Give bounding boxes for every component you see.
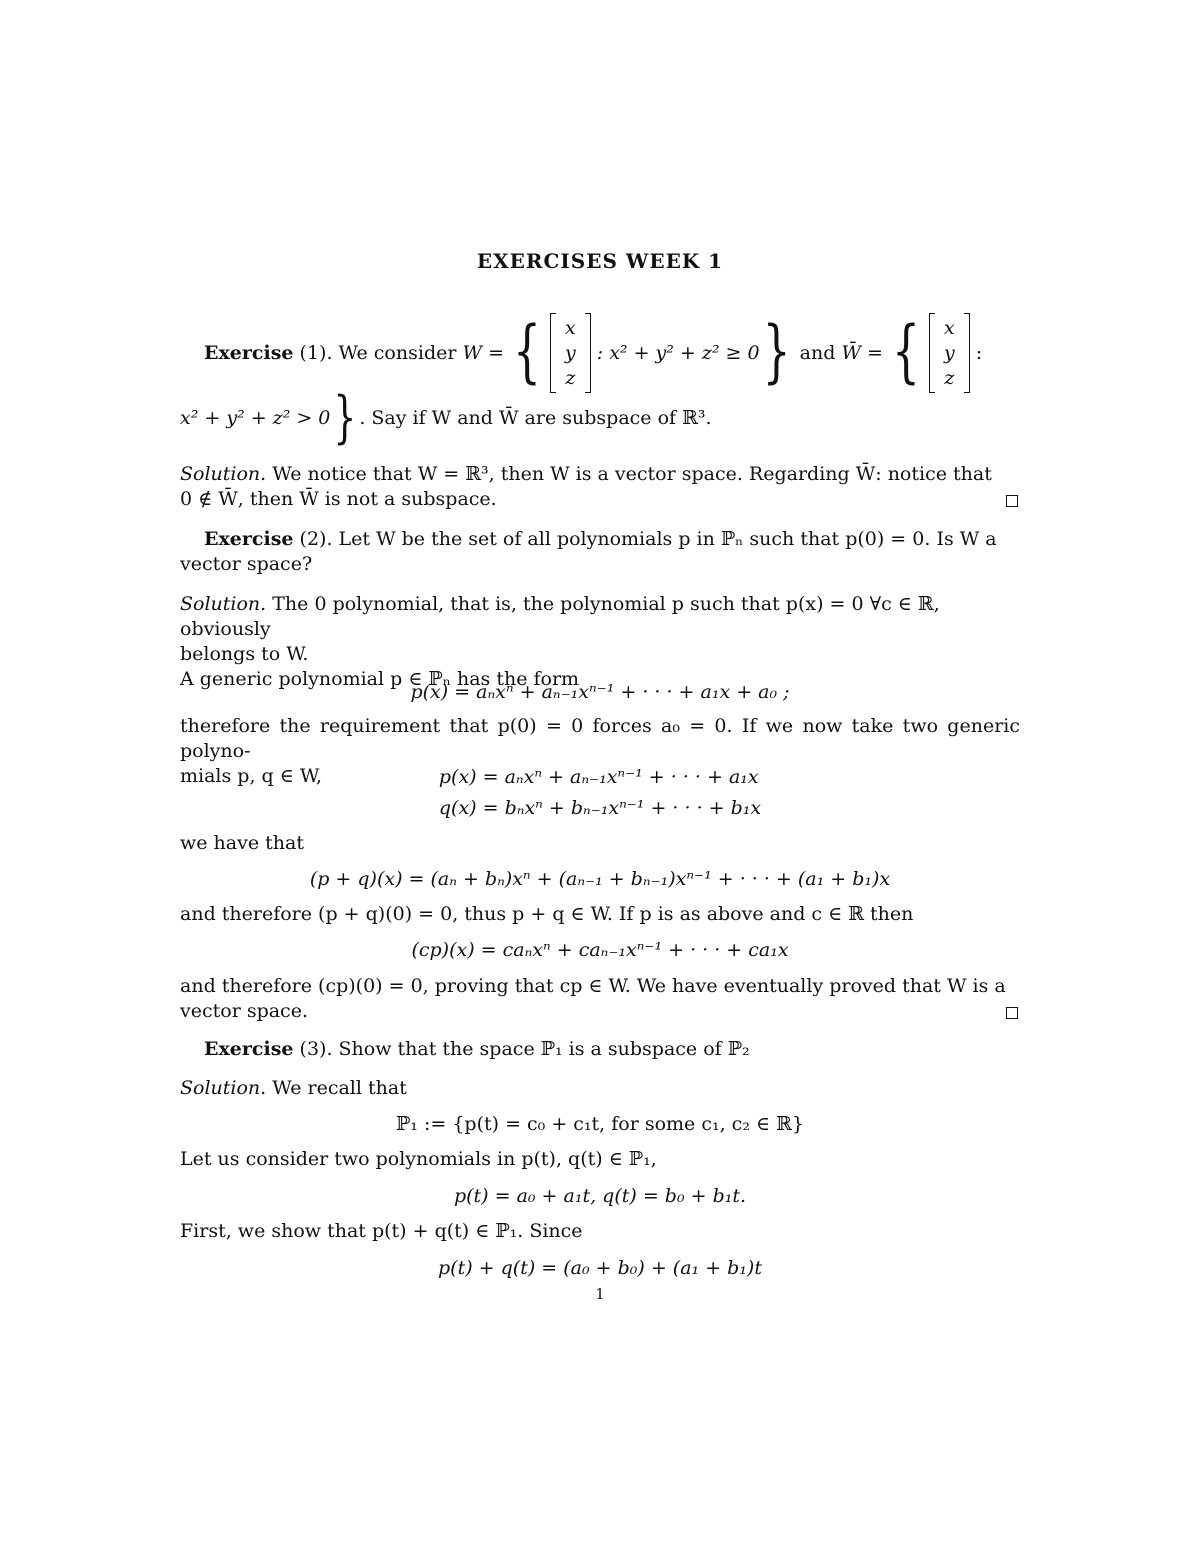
vector-entry-x-2: x [943,316,955,339]
exercise-2-statement [180,527,1020,577]
left-brace-2: { [891,312,920,392]
exercise-1-first-line [204,308,982,398]
equals-sign: = [488,341,504,364]
page-title: EXERCISES WEEK 1 [476,249,724,273]
sum-conclusion-text: and therefore (p + q)(0) = 0, thus p + q ∈ W. If p is as above and c ∈ ℝ then [180,903,914,925]
condition-gt: x² + y² + z² > 0 [180,407,331,429]
page-number: 1 [595,1285,605,1303]
equation-p: p(x) = aₙxⁿ + aₙ₋₁xⁿ⁻¹ + · · · + a₁x [438,766,759,788]
exercise-3-label: Exercise [204,1038,294,1060]
vector-entry-y: y [565,341,576,364]
solution-label-2: Solution. [180,593,267,615]
solution-2-line-2: belongs to W. [180,643,309,665]
vector-entry-x: x [565,316,576,339]
exercise-1-question: . Say if W and W̄ are subspace of ℝ³. [359,407,712,429]
solution-1-line-1: We notice that W = ℝ³, then W is a vector space. Regarding W̄: notice that [272,463,992,485]
colon: : [975,341,983,364]
exercise-2-line-1: Let W be the set of all polynomials p in ℙₙ such that p(0) = 0. Is W a [338,528,997,550]
equation-generic-polynomial: p(x) = aₙxⁿ + aₙ₋₁xⁿ⁻¹ + · · · + a₁x + a₀ ; [410,681,790,703]
vector-entry-y-2: y [943,341,955,364]
recall-text: We recall that [272,1077,407,1099]
solution-1-line-2: 0 ∉ W̄, then W̄ is not a subspace. [180,488,497,510]
equation-p-q-pair [180,765,1020,821]
and-word: and [799,341,836,364]
solution-label-1: Solution. [180,463,267,485]
equation-scalar: (cp)(x) = caₙxⁿ + caₙ₋₁xⁿ⁻¹ + · · · + ca₁x [411,939,789,961]
vector-entry-z-2: z [944,366,955,389]
right-brace-2: } [333,386,357,451]
right-brace: } [762,312,791,392]
vector-entry-z: z [565,366,576,389]
exercise-1-solution [180,462,1020,512]
conclusion-line-1: and therefore (cp)(0) = 0, proving that cp ∈ W. We have eventually proved that W is a [180,975,1006,997]
exercise-1-second-line [180,386,1020,451]
equation-q: q(x) = bₙxⁿ + bₙ₋₁xⁿ⁻¹ + · · · + b₁x [438,797,762,819]
left-brace: { [513,312,542,392]
solution-label-3: Solution. [180,1077,267,1099]
solution-2-line-1: The 0 polynomial, that is, the polynomial p such that p(x) = 0 ∀c ∈ ℝ, obviously [180,593,940,640]
equation-p-q-linear: p(t) = a₀ + a₁t, q(t) = b₀ + b₁t. [453,1185,747,1207]
generic-polynomial-text: A generic polynomial p ∈ ℙₙ has the form [180,668,580,690]
exercise-2-label: Exercise [204,528,294,550]
set-wbar-symbol: W̄ [841,341,861,364]
exercise-2-solution-intro [180,592,1020,692]
exercise-1-number: (1). [299,341,333,364]
equation-sum-linear: p(t) + q(t) = (a₀ + b₀) + (a₁ + b₁)t [438,1257,762,1279]
exercise-3-statement [180,1037,1020,1062]
exercise-3-text: Show that the space ℙ₁ is a subspace of ℙ₂ [338,1038,750,1060]
exercise-1-label: Exercise [204,341,294,364]
equals-sign-2: = [867,341,883,364]
exercise-3-number: (3). [299,1038,333,1060]
exercise-3-solution-intro [180,1076,1020,1101]
condition-geq: : x² + y² + z² ≥ 0 [596,341,760,364]
exercise-2-conclusion [180,974,1020,1024]
first-show-text: First, we show that p(t) + q(t) ∈ ℙ₁. Since [180,1220,583,1242]
exercise-2-number: (2). [299,528,333,550]
exercise-2-line-2: vector space? [180,553,313,575]
document-page [180,0,1020,1553]
exercise-1-statement [180,308,1020,398]
qed-square-icon-2 [1006,1007,1018,1019]
vector-xyz-1 [550,313,591,393]
consider-polynomials-text: Let us consider two polynomials in p(t), q(t) ∈ ℙ₁, [180,1148,657,1170]
requirement-line-2: mials p, q ∈ W, [180,765,323,787]
requirement-line-1: therefore the requirement that p(0) = 0 forces a₀ = 0. If we now take two generic polyno- [180,715,1020,762]
vector-xyz-2 [929,313,970,393]
set-w-symbol: W [462,341,483,364]
equation-p1-definition: ℙ₁ := {p(t) = c₀ + c₁t, for some c₁, c₂ ∈ ℝ} [396,1113,804,1135]
conclusion-line-2: vector space. [180,1000,308,1022]
equation-sum: (p + q)(x) = (aₙ + bₙ)xⁿ + (aₙ₋₁ + bₙ₋₁)xⁿ⁻¹ + · · · + (a₁ + b₁)x [309,868,891,890]
exercise-1-intro: We consider [338,341,457,364]
qed-square-icon [1006,495,1018,507]
we-have-that-text: we have that [180,832,304,854]
